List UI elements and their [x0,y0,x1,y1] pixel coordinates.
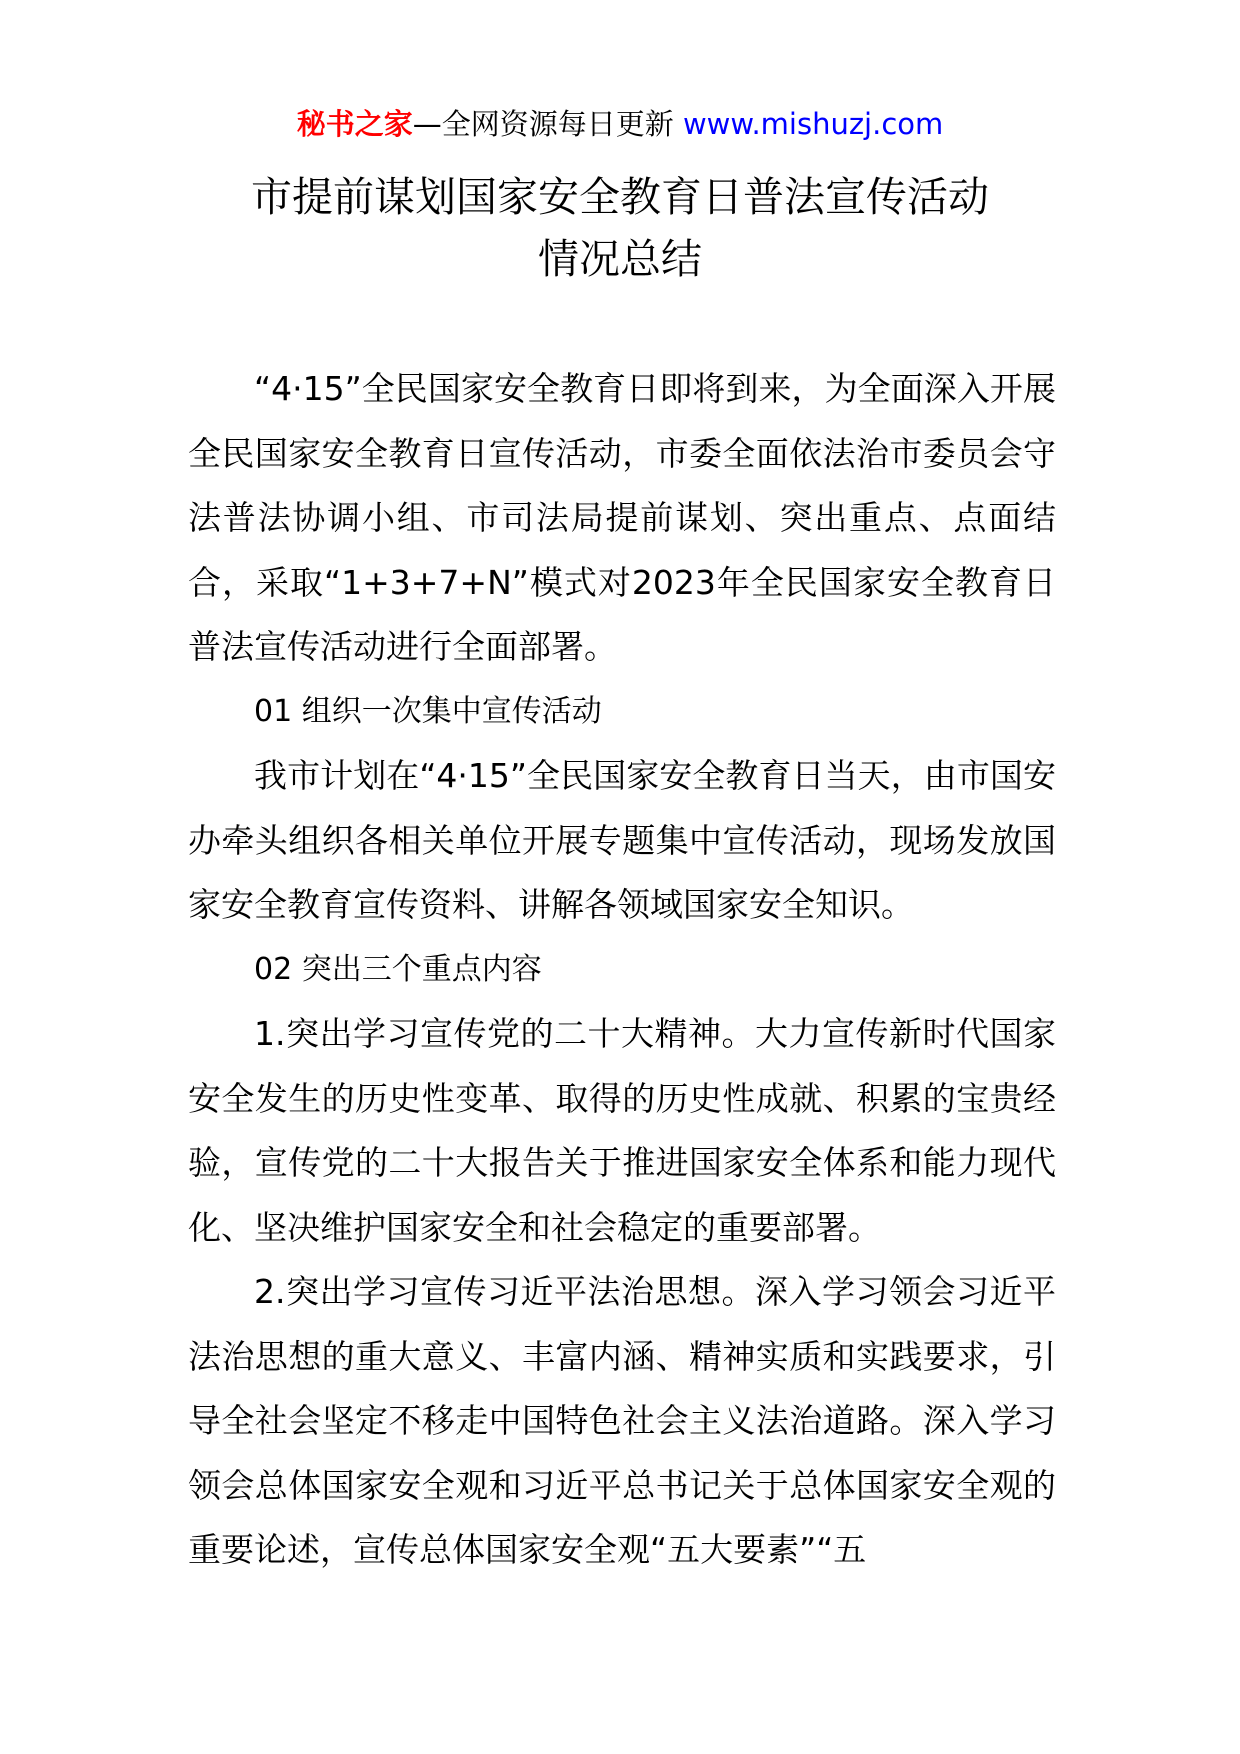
section-1-heading: 01 组织一次集中宣传活动 [254,693,602,729]
intro-paragraph: “4·15”全民国家安全教育日即将到来，为全面深入开展全民国家安全教育日宣传活动，市委全面依法治市委员会守法普法协调小组、市司法局提前谋划、突出重点、点面结合，采取“1+3+7+N”模式对2023年全民国家安全教育日普法宣传活动进行全面部署。 [188,369,1056,666]
banner-url-link[interactable]: www.mishuzj.com [682,107,944,141]
banner-tagline: —全网资源每日更新 [412,107,683,141]
document-title [150,166,1090,290]
site-banner [0,104,1240,144]
document-title-line-1: 市提前谋划国家安全教育日普法宣传活动 [251,173,989,221]
banner-brand: 秘书之家 [296,107,413,141]
section-1-paragraph: 我市计划在“4·15”全民国家安全教育日当天，由市国安办牵头组织各相关单位开展专题集中宣传活动，现场发放国家安全教育宣传资料、讲解各领域国家安全知识。 [188,756,1056,924]
section-2-heading: 02 突出三个重点内容 [254,951,542,987]
point-2-paragraph: 2.突出学习宣传习近平法治思想。深入学习领会习近平法治思想的重大意义、丰富内涵、精神实质和实践要求，引导全社会坚定不移走中国特色社会主义法治道路。深入学习领会总体国家安全观和习近平总书记关于总体国家安全观的重要论述，宣传总体国家安全观“五大要素”“五 [188,1272,1056,1569]
document-body [188,357,1056,1583]
point-1-paragraph: 1.突出学习宣传党的二十大精神。大力宣传新时代国家安全发生的历史性变革、取得的历史性成就、积累的宝贵经验，宣传党的二十大报告关于推进国家安全体系和能力现代化、坚决维护国家安全和社会稳定的重要部署。 [188,1014,1056,1247]
document-title-line-2: 情况总结 [538,235,702,283]
